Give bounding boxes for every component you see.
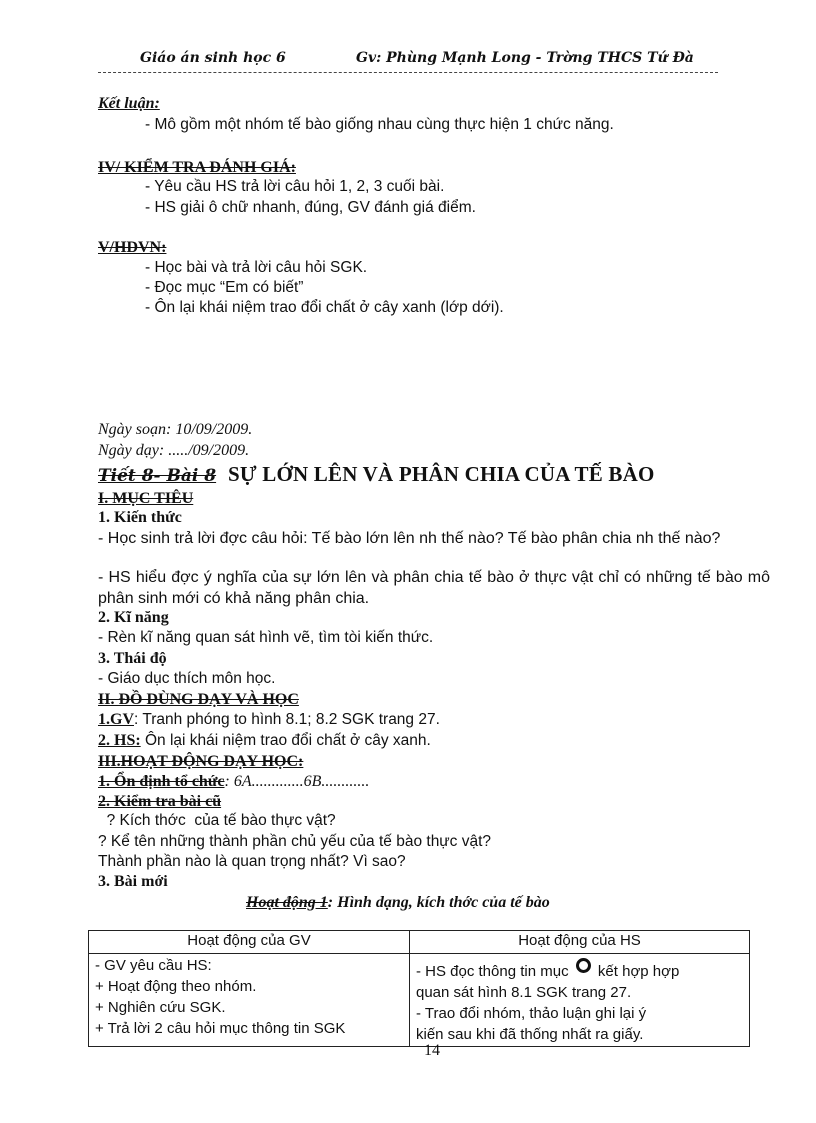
thai-do-text: - Giáo dục thích môn học. bbox=[98, 670, 276, 687]
question-3: Thành phần nào là quan trọng nhất? Vì sao? bbox=[98, 853, 406, 870]
kien-thuc-p2: - HS hiểu đợc ý nghĩa của sự lớn lên và phân chia tế bào ở thực vật chỉ có những tế bào mô phân sinh mới có khả năng phân chia. bbox=[98, 569, 770, 607]
header-divider bbox=[98, 72, 718, 73]
question-2: ? Kể tên những thành phần chủ yếu của tế bào thực vật? bbox=[98, 833, 492, 850]
hs-line-1a: - HS đọc thông tin mục bbox=[416, 963, 569, 980]
activity-label: Hoạt động 1 bbox=[246, 894, 328, 911]
hs-line-1b: kết hợp hợp bbox=[597, 963, 680, 980]
gv-line-1: - GV yêu cầu HS: bbox=[95, 957, 212, 974]
section-i-heading: I. MỤC TIÊU bbox=[98, 490, 194, 507]
activity-heading bbox=[246, 893, 550, 913]
ki-nang-text: - Rèn kĩ năng quan sát hình vẽ, tìm tòi kiến thức. bbox=[98, 629, 434, 646]
date-day: Ngày dạy: ...../09/2009. bbox=[98, 442, 250, 459]
gv-text: : Tranh phóng to hình 8.1; 8.2 SGK trang 27. bbox=[134, 711, 440, 728]
table-header-row bbox=[89, 931, 750, 954]
gv-cell bbox=[89, 954, 410, 1047]
hdvn-item-1: - Học bài và trả lời câu hỏi SGK. bbox=[145, 259, 368, 276]
hs-text: Ôn lại khái niệm trao đổi chất ở cây xanh. bbox=[140, 732, 431, 749]
gv-line-3: + Nghiên cứu SGK. bbox=[95, 999, 226, 1016]
do-dung-gv bbox=[98, 710, 440, 730]
ket-luan-text: - Mô gồm một nhóm tế bào giống nhau cùng thực hiện 1 chức năng. bbox=[145, 116, 614, 133]
activity-title: : Hình dạng, kích thớc của tế bào bbox=[327, 894, 550, 911]
hs-label: 2. HS: bbox=[98, 732, 141, 749]
page-header bbox=[98, 44, 728, 74]
section-ii-heading: II. ĐỒ DÙNG DẠY VÀ HỌC bbox=[98, 691, 299, 708]
section-v-heading: V/HDVN: bbox=[98, 239, 167, 256]
kiem-tra-bai-cu-heading: 2. Kiểm tra bài cũ bbox=[98, 793, 222, 810]
kiem-tra-item-2: - HS giải ô chữ nhanh, đúng, GV đánh giá điểm. bbox=[145, 199, 476, 216]
kiem-tra-item-1: - Yêu cầu HS trả lời câu hỏi 1, 2, 3 cuối bài. bbox=[145, 178, 445, 195]
table-row bbox=[89, 954, 750, 1047]
date-soan: Ngày soạn: 10/09/2009. bbox=[98, 421, 253, 438]
hs-line-1 bbox=[416, 955, 743, 982]
gv-line-2: + Hoạt động theo nhóm. bbox=[95, 978, 257, 995]
on-dinh-label: 1. Ổn định tổ chức bbox=[98, 773, 225, 790]
do-dung-hs bbox=[98, 731, 431, 751]
hs-line-2: quan sát hình 8.1 SGK trang 27. bbox=[416, 984, 632, 1001]
question-1: ? Kích thớc của tế bào thực vật? bbox=[98, 812, 336, 829]
header-gv: Hoạt động của GV bbox=[89, 931, 410, 954]
hdvn-item-2: - Đọc mục “Em có biết” bbox=[145, 279, 304, 296]
hs-line-4: kiến sau khi đã thống nhất ra giấy. bbox=[416, 1026, 644, 1043]
bai-moi-heading: 3. Bài mới bbox=[98, 873, 168, 890]
section-iv-heading: IV/ KIỂM TRA ĐÁNH GIÁ: bbox=[98, 159, 296, 176]
page-number: 14 bbox=[424, 1042, 440, 1059]
section-iii-heading: III.HOẠT ĐỘNG DẠY HỌC: bbox=[98, 753, 304, 770]
kien-thuc-p1: - Học sinh trả lời đợc câu hỏi: Tế bào lớn lên nh thế nào? Tế bào phân chia nh thế nào? bbox=[98, 530, 721, 547]
ki-nang-heading: 2. Kĩ năng bbox=[98, 609, 169, 626]
gv-line-4: + Trả lời 2 câu hỏi mục thông tin SGK bbox=[95, 1020, 346, 1037]
lesson-number: Tiết 8- Bài 8 bbox=[98, 466, 217, 486]
ket-luan-heading: Kết luận: bbox=[98, 95, 160, 112]
on-dinh-text: : 6A.............6B............ bbox=[224, 773, 370, 790]
hs-cell bbox=[410, 954, 750, 1047]
hdvn-item-3: - Ôn lại khái niệm trao đổi chất ở cây xanh (lớp dới). bbox=[145, 299, 504, 316]
hs-line-3: - Trao đổi nhóm, thảo luận ghi lại ý bbox=[416, 1005, 647, 1022]
on-dinh-line bbox=[98, 772, 369, 792]
header-teacher: Gv: Phùng Mạnh Long - Trờng THCS Tứ Đà bbox=[356, 50, 694, 66]
lesson-title: SỰ LỚN LÊN VÀ PHÂN CHIA CỦA TẾ BÀO bbox=[228, 462, 655, 486]
activity-table bbox=[88, 930, 750, 1047]
circle-icon bbox=[576, 958, 591, 973]
header-subject: Giáo án sinh học 6 bbox=[140, 50, 286, 66]
thai-do-heading: 3. Thái độ bbox=[98, 650, 167, 667]
kien-thuc-heading: 1. Kiến thức bbox=[98, 509, 182, 526]
header-hs: Hoạt động của HS bbox=[410, 931, 750, 954]
gv-label: 1.GV bbox=[98, 711, 134, 728]
